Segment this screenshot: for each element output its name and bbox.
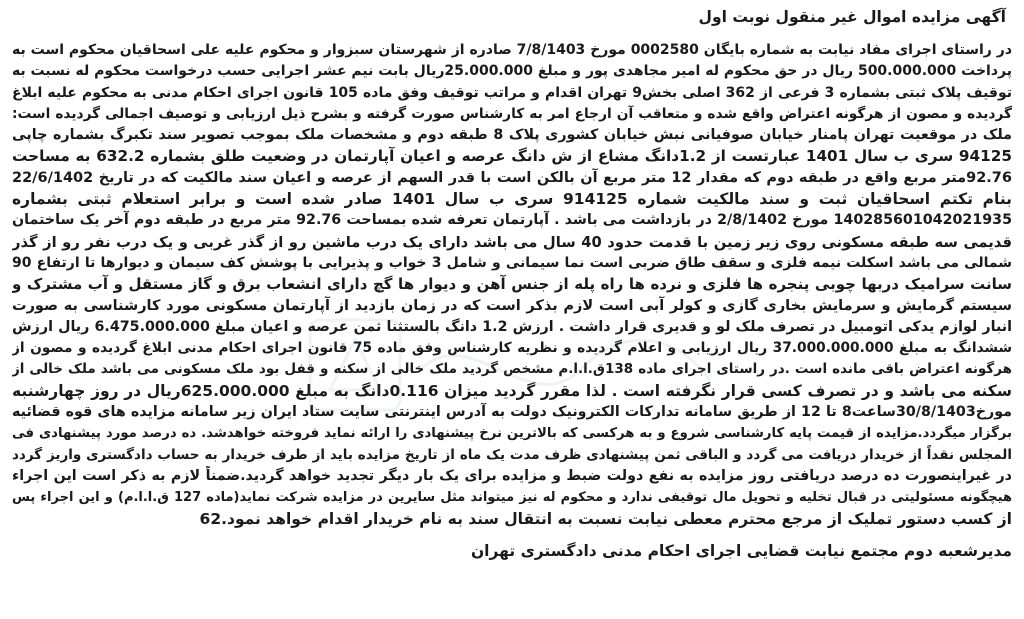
notice-line: از کسب دستور تملیک از مرجع محترم معطی نیابت نسبت به انتقال سند به نام خریدار اقدام خواهد نمود.62 xyxy=(199,509,1012,528)
notice-body xyxy=(12,40,1012,530)
notice-line: پرداخت 500.000.000 ریال در حق محکوم له امیر مجاهدی پور و مبلغ 25.000.000ریال بابت نیم عشر اجرایی حسب درخواست محکوم له نسبت به xyxy=(12,63,1012,80)
notice-line: سانت سرامیک دربها چوبی پنجره ها فلزی و نرده ها راه پله از جنس آهن و دیوار ها گچ دارای انشعاب برق و گاز مستقل و آب مشترک و xyxy=(12,275,1012,294)
notice-line: گردیده و مصون از هرگونه اعتراض واقع شده و متعاقب آن ارجاع امر به کارشناس صورت گرفته و بشرح ذیل ارزیابی و توصیف اجمالی گردیده است: xyxy=(12,105,1012,122)
notice-line: توقیف پلاک ثبتی بشماره 3 فرعی از 362 اصلی بخش9 تهران اقدام و مراتب توقیف وفق ماده 105 قانون اجرای احکام مدنی به محکوم علیه ابلاغ xyxy=(12,84,1012,101)
notice-line: برگزار میگردد.مزایده از قیمت پایه کارشناسی شروع و به هرکسی که بالاترین نرخ پیشنهادی را ارائه نماید فروخته خواهدشد. ده درصد مورد پیشنهادی فی xyxy=(12,426,1012,442)
notice-line: در راستای اجرای مفاد نیابت به شماره بایگان 0002580 مورخ 7/8/1403 صادره از شهرستان سبزوار و محکوم علیه علی اسحاقیان محکوم است به xyxy=(12,42,1012,58)
notice-line: 140285601042021935 مورخ 2/8/1402 در بازداشت می باشد . آپارتمان تعرفه شده بمساحت 92.76 متر مربع در طبقه دوم آخر یک ساختمان xyxy=(12,212,1012,229)
notice-title: آگهی مزایده اموال غیر منقول نوبت اول xyxy=(698,8,1006,26)
notice-line: سکنه می باشد و در تصرف کسی قرار نگرفته است . لذا مقرر گردید میزان 0.116دانگ به مبلغ 625.000.000ریال در روز چهارشنبه xyxy=(12,381,1012,400)
notice-line: سیستم گرمایش و سرمایش بخاری گازی و کولر آبی است لازم بذکر است که در زمان بازدید از آپارتمان مسکونی مورد کارشناسی به صورت xyxy=(12,297,1012,314)
notice-line: قدیمی سه طبقه مسکونی روی زیر زمین با قدمت حدود 40 سال می باشد دارای یک درب ماشین رو از گذر غربی و یک درب نفر رو از گذر xyxy=(12,233,1012,251)
auction-notice xyxy=(10,4,1014,615)
notice-line: در غیراینصورت ده درصد دریافتی روز مزایده به نفع دولت ضبط و مزایده برای یک بار دیگر تجدید خواهد گردید.ضمناً لازم به ذکر است این اجراء xyxy=(12,467,1012,484)
notice-signature: مدیرشعبه دوم مجتمع نیابت قضایی اجرای احکام مدنی دادگستری تهران xyxy=(470,541,1012,560)
notice-line: هیچگونه مسئولیتی در قبال تخلیه و تحویل مال توقیفی ندارد و محکوم له نیز میتواند مثل سایرین در مزایده شرکت نماید(ماده 127 ق.ا.ا.م) و این اجراء پس xyxy=(12,490,1012,506)
notice-line: 94125 سری ب سال 1401 عبارتست از 1.2دانگ مشاع از ش دانگ عرصه و اعیان آپارتمان در وضعیت طلق بشماره 632.2 به مساحت xyxy=(12,147,1012,166)
notice-line: مورخ30/8/1403ساعت8 تا 12 از طریق سامانه تدارکات الکترونیک دولت به آدرس اینترنتی سایت ستاد ایران زیر سامانه مزایده های قوه قضائیه xyxy=(12,404,1012,421)
notice-line: 92.76متر مربع واقع در طبقه دوم که مقدار 12 متر مربع آن بالکن است با قدر السهم از عرصه و اعیان سند مالکیت که در تاریخ 22/6/1402 xyxy=(12,169,1012,186)
notice-line: ششدانگ به مبلغ 37.000.000.000 ریال ارزیابی و اعلام گردیده و نظریه کارشناس وفق ماده 75 قانون اجرای احکام مدنی ابلاغ گردیده و مصون از xyxy=(12,340,1012,357)
notice-line: ملک در موقعیت تهران پامنار خیابان صوفیانی نبش خیابان کشوری پلاک 8 طبقه دوم و مشخصات ملک بموجب تصویر سند تکبرگ بشماره چاپی xyxy=(12,127,1012,144)
notice-line: انبار لوازم یدکی اتومبیل در تصرف ملک لو و قدیری قرار داشت . ارزش 1.2 دانگ بالستثنا ثمن عرصه و اعیان مبلغ 6.475.000.000 ریال ارزش xyxy=(12,318,1012,335)
notice-line: المجلس نقداً از خریدار دریافت می گردد و الباقی ثمن پیشنهادی ظرف مدت یک ماه از تاریخ مزایده باید از طرف خریدار به حساب دادگستری واریز گردد xyxy=(12,446,1012,463)
notice-line: بنام تکتم اسحاقیان ثبت و سند مالکیت شماره 914125 سری ب سال 1401 صادر شده است و برابر استعلام ثبتی بشماره xyxy=(12,190,1012,209)
notice-line: شمالی می باشد اسکلت نیمه فلزی و سقف طاق ضربی است نما سیمانی و شامل 3 خواب و پذیرایی با پوشش کف سیمان و دیوارها تا ارتفاع 90 xyxy=(12,254,1012,271)
notice-line: هرگونه اعتراض باقی مانده است .در راستای اجرای ماده 138ق.ا.ا.م مشخص گردید ملک خالی از سکنه و قفل بود ملک مسکونی می باشد ملک خالی از xyxy=(12,361,1012,378)
